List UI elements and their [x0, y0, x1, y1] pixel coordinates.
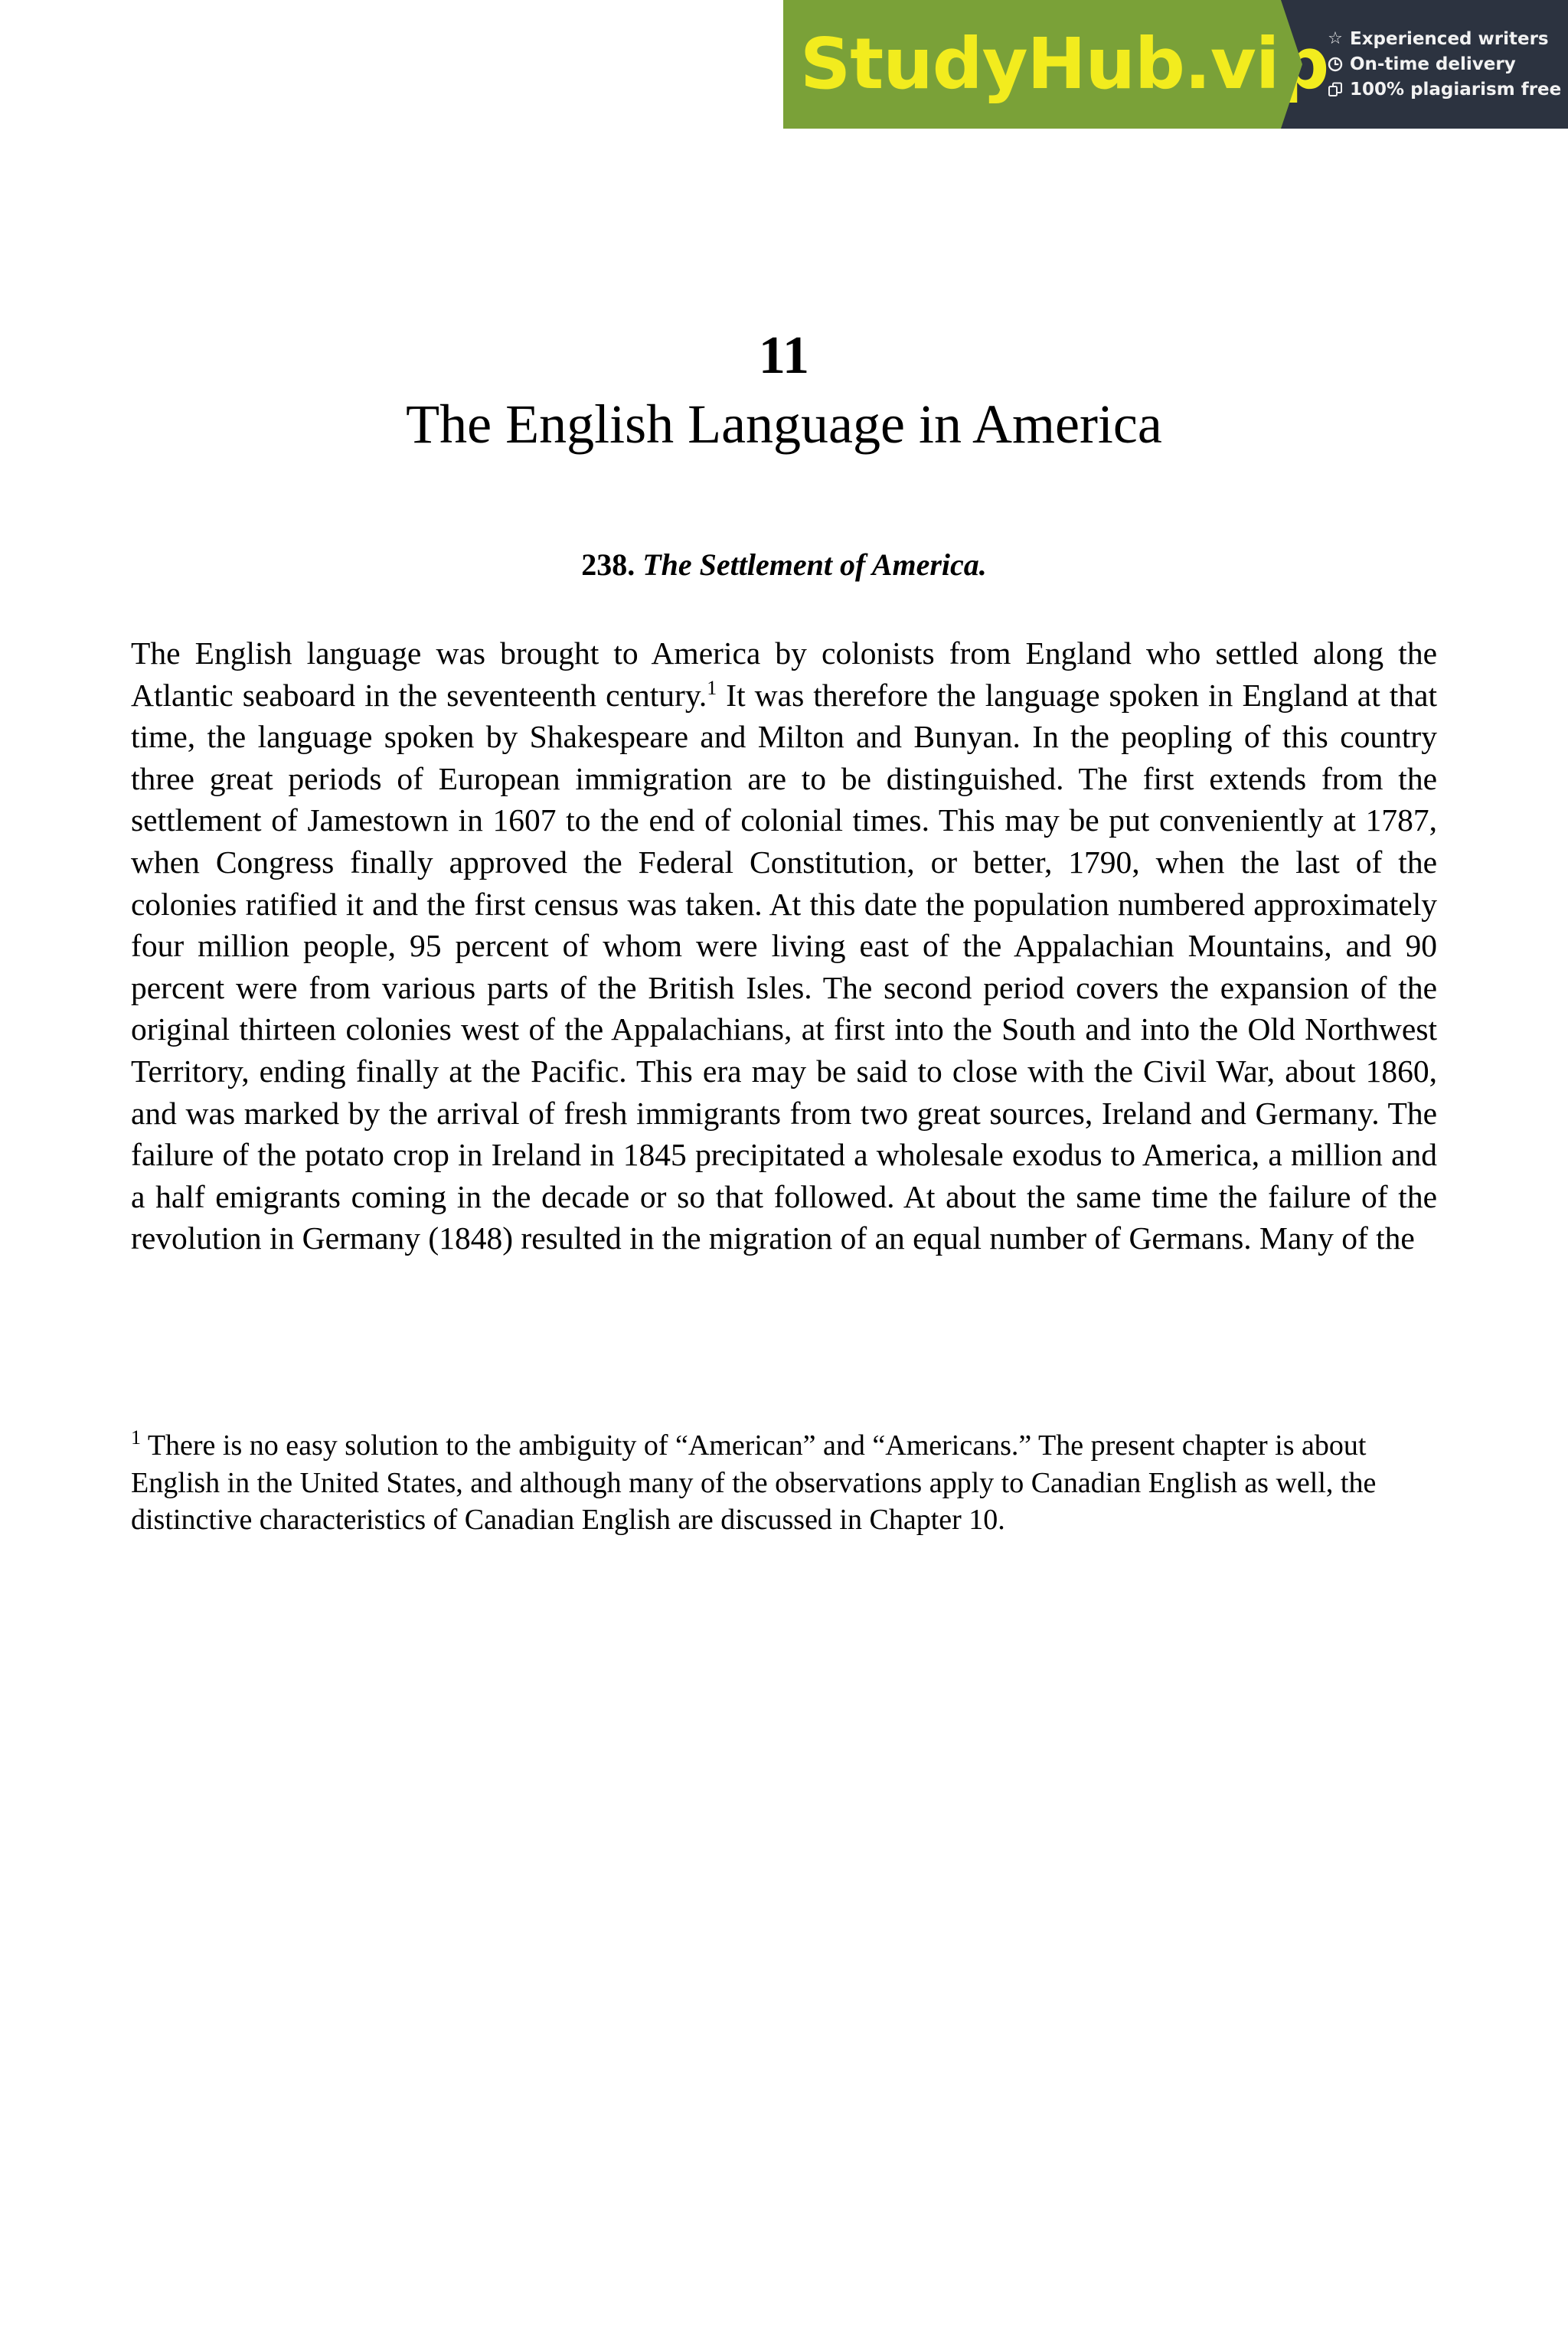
- body-text-part-2: It was therefore the language spoken in England at that time, the language spoken by Shakespeare and Milton and Bunyan. In the peopling of this country three great periods of European immigration are to be distinguished. The first extends from the settlement of Jamestown in 1607 to the end of colonial times. This may be put conveniently at 1787, when Congress finally approved the Federal Constitution, or better, 1790, when the last of the colonies ratified it and the first census was taken. At this date the population numbered approximately four million people, 95 percent of whom were living east of the Appalachian Mountains, and 90 percent were from various parts of the British Isles. The second period covers the expansion of the original thirteen colonies west of the Appalachians, at first into the South and into the Old Northwest Territory, ending finally at the Pacific. This era may be said to close with the Civil War, about 1860, and was marked by the arrival of fresh immigrants from two great sources, Ireland and Germany. The failure of the potato crop in Ireland in 1845 precipitated a wholesale exodus to America, a million and a half emigrants coming in the decade or so that followed. At about the same time the failure of the revolution in Germany (1848) resulted in the migration of an equal number of Germans. Many of the: [131, 677, 1437, 1256]
- feature-plagiarism-free: [1325, 81, 1568, 99]
- logo-text: StudyHub.vip: [800, 23, 1329, 105]
- studyhub-banner[interactable]: [783, 0, 1568, 129]
- footnote-reference: 1: [707, 676, 717, 699]
- star-outline-icon: ☆: [1328, 29, 1343, 48]
- section-title: The Settlement of America.: [642, 547, 987, 582]
- section-heading: [0, 547, 1568, 582]
- feature-on-time-delivery: [1325, 56, 1568, 74]
- chapter-title: The English Language in America: [406, 394, 1162, 455]
- feature-label: 100% plagiarism free: [1350, 79, 1562, 100]
- footnote: [131, 1427, 1437, 1539]
- feature-label: Experienced writers: [1350, 28, 1549, 49]
- studyhub-logo[interactable]: [783, 0, 1329, 129]
- chapter-number: 11: [758, 326, 810, 385]
- footnote-text: There is no easy solution to the ambiguity of “American” and “Americans.” The present chapter is about English in the United States, and although many of the observations apply to Canadian English as well, the distinctive characteristics of Canadian English are discussed in Chapter 10.: [131, 1429, 1377, 1536]
- body-text-part-1: The English language was brought to America by colonists from England who settled along the Atlantic seaboard in the seventeenth century.: [131, 635, 1437, 713]
- body-paragraph: [131, 632, 1437, 1259]
- feature-experienced-writers: [1325, 28, 1568, 49]
- footnote-marker: 1: [131, 1426, 141, 1449]
- feature-label: On-time delivery: [1350, 54, 1516, 74]
- section-number: 238.: [581, 547, 635, 582]
